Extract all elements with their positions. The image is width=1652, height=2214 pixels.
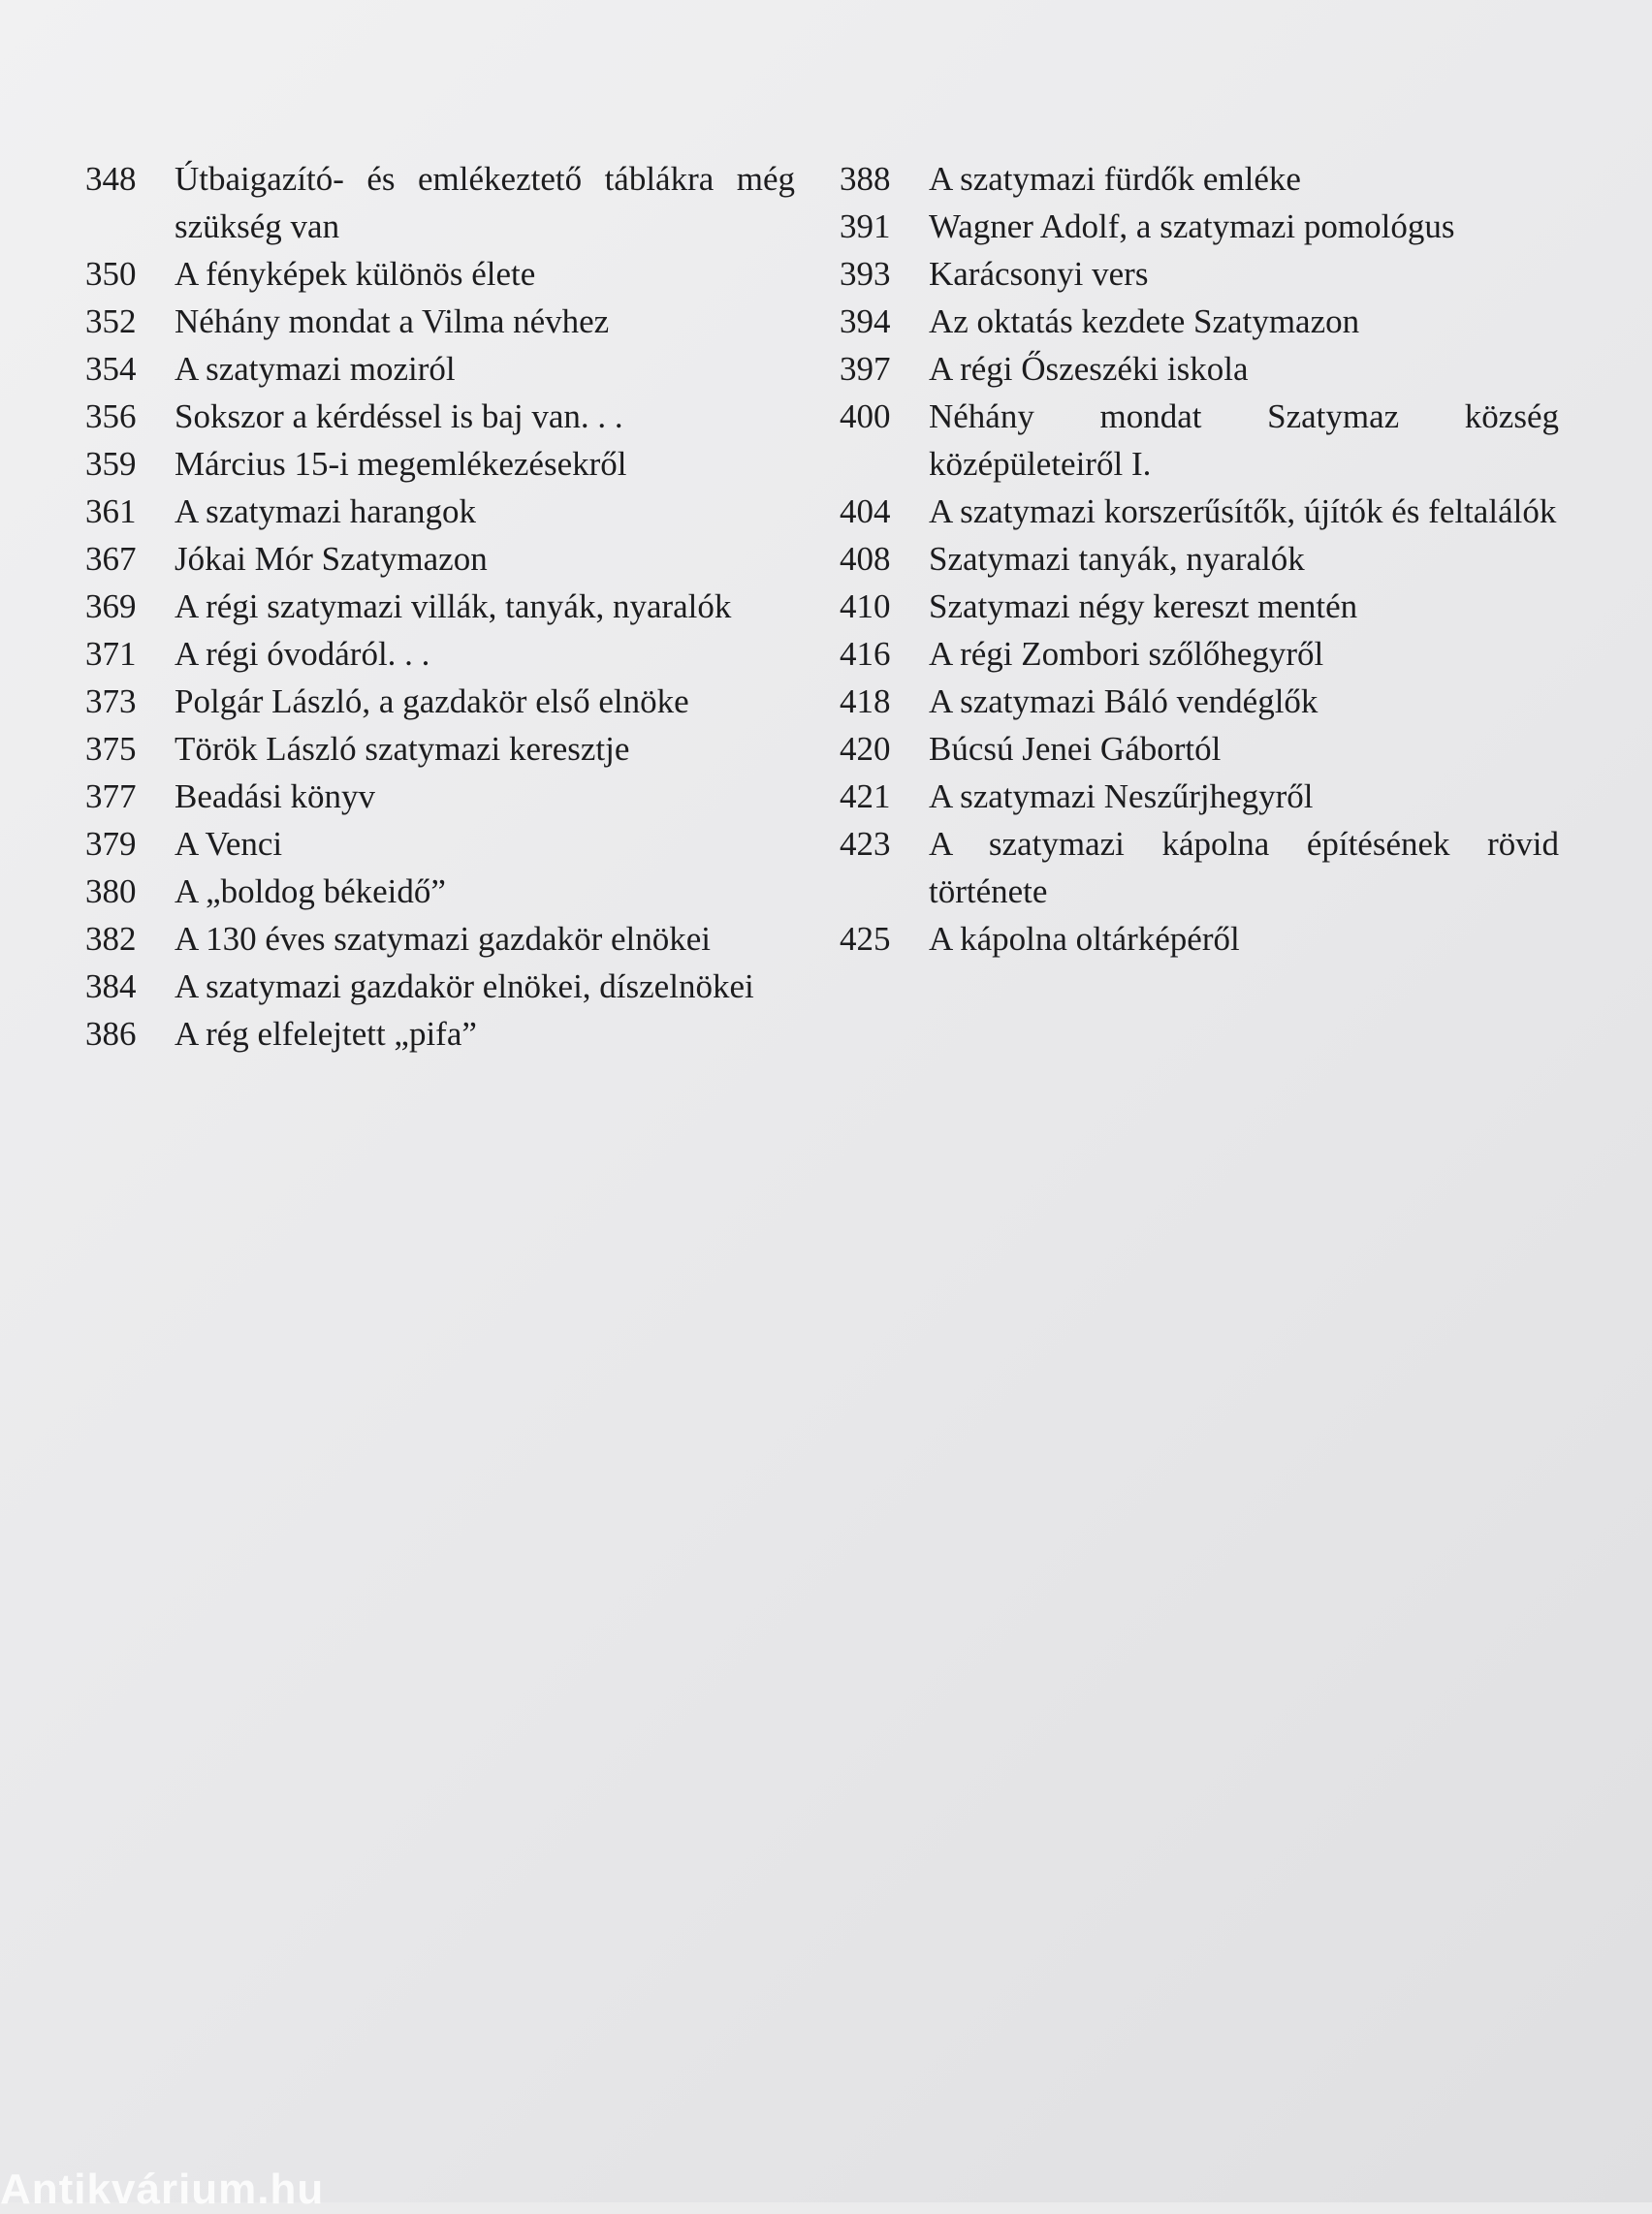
entry-title: Szatymazi tanyák, nyaralók: [929, 540, 1305, 578]
entry-title: Jókai Mór Szatymazon: [175, 540, 488, 578]
page-number: 369: [85, 587, 137, 625]
toc-entry: [840, 535, 1559, 583]
page-number: 391: [840, 207, 891, 245]
entry-title: A régi szatymazi villák, tanyák, nyaralók: [175, 587, 732, 625]
page-number: 354: [85, 350, 137, 388]
page-number: 418: [840, 682, 891, 720]
toc-entry: [85, 583, 795, 630]
toc-entry: [840, 725, 1559, 773]
entry-title: A szatymazi gazdakör elnökei, díszelnökei: [175, 967, 754, 1005]
toc-entry: [840, 250, 1559, 298]
page-number: 367: [85, 540, 137, 578]
page-number: 393: [840, 255, 891, 293]
page-number: 404: [840, 492, 891, 530]
page-number: 397: [840, 350, 891, 388]
entry-title: Karácsonyi vers: [929, 255, 1149, 293]
entry-title: A kápolna oltárképéről: [929, 920, 1240, 958]
toc-entry: [840, 203, 1559, 250]
toc-entry: [840, 583, 1559, 630]
page-number: 359: [85, 445, 137, 483]
entry-title: A fényképek különös élete: [175, 255, 536, 293]
toc-entry: [85, 440, 795, 488]
page-number: 421: [840, 777, 891, 815]
entry-title: A régi Zombori szőlőhegyről: [929, 635, 1324, 673]
toc-entry: [840, 915, 1559, 963]
entry-title: A szatymazi korszerűsítők, újítók és feltalálók: [929, 492, 1557, 530]
page-number: 423: [840, 825, 891, 863]
page-number: 380: [85, 872, 137, 910]
page-number: 408: [840, 540, 891, 578]
page-number: 350: [85, 255, 137, 293]
entry-title: Március 15-i megemlékezésekről: [175, 445, 627, 483]
page-number: 382: [85, 920, 137, 958]
toc-entry: [85, 963, 795, 1010]
toc-entry: [840, 393, 1559, 488]
entry-title: A szatymazi fürdők emléke: [929, 160, 1301, 198]
page-number: 348: [85, 160, 137, 198]
entry-title: Sokszor a kérdéssel is baj van. . .: [175, 397, 623, 435]
page-number: 420: [840, 730, 891, 768]
toc-entry: [840, 155, 1559, 203]
page-number: 352: [85, 302, 137, 340]
toc-entry: [840, 773, 1559, 820]
entry-title: A rég elfelejtett „pifa”: [175, 1015, 477, 1053]
entry-title: Az oktatás kezdete Szatymazon: [929, 302, 1360, 340]
toc-entry: [85, 535, 795, 583]
page-number: 361: [85, 492, 137, 530]
page-number: 371: [85, 635, 137, 673]
toc-entry: [85, 1010, 795, 1058]
entry-title: A régi Őszeszéki iskola: [929, 350, 1249, 388]
entry-title: Török László szatymazi keresztje: [175, 730, 630, 768]
page-number: 400: [840, 397, 891, 435]
toc-entry: [85, 820, 795, 868]
page-number: 375: [85, 730, 137, 768]
toc-entry: [840, 678, 1559, 725]
toc-column-right: [840, 155, 1559, 963]
entry-title: Útbaigazító- és emlékeztető táblákra még szükség van: [175, 160, 795, 245]
page-number: 377: [85, 777, 137, 815]
toc-entry: [85, 773, 795, 820]
page-number: 384: [85, 967, 137, 1005]
toc-entry: [85, 250, 795, 298]
page-number: 356: [85, 397, 137, 435]
entry-title: Wagner Adolf, a szatymazi pomológus: [929, 207, 1455, 245]
toc-entry: [840, 298, 1559, 345]
toc-entry: [85, 488, 795, 535]
page-number: 410: [840, 587, 891, 625]
entry-title: Búcsú Jenei Gábortól: [929, 730, 1222, 768]
toc-entry: [85, 725, 795, 773]
toc-entry: [85, 630, 795, 678]
toc-entry: [85, 678, 795, 725]
toc-entry: [85, 868, 795, 915]
entry-title: Beadási könyv: [175, 777, 376, 815]
entry-title: A szatymazi moziról: [175, 350, 456, 388]
entry-title: Néhány mondat Szatymaz község középületeiről I.: [929, 397, 1559, 483]
toc-entry: [85, 393, 795, 440]
page-number: 379: [85, 825, 137, 863]
page-number: 386: [85, 1015, 137, 1053]
entry-title: A régi óvodáról. . .: [175, 635, 430, 673]
toc-entry: [840, 630, 1559, 678]
entry-title: A szatymazi harangok: [175, 492, 477, 530]
entry-title: Polgár László, a gazdakör első elnöke: [175, 682, 689, 720]
toc-entry: [85, 298, 795, 345]
page-number: 425: [840, 920, 891, 958]
entry-title: A „boldog békeidő”: [175, 872, 446, 910]
toc-entry: [85, 915, 795, 963]
entry-title: A 130 éves szatymazi gazdakör elnökei: [175, 920, 711, 958]
page-number: 388: [840, 160, 891, 198]
page-number: 394: [840, 302, 891, 340]
toc-entry: [85, 155, 795, 250]
entry-title: Szatymazi négy kereszt mentén: [929, 587, 1358, 625]
toc-entry: [840, 345, 1559, 393]
entry-title: A szatymazi Neszűrjhegyről: [929, 777, 1314, 815]
page-number: 416: [840, 635, 891, 673]
watermark: Antikvárium.hu: [0, 2166, 325, 2213]
toc-entry: [840, 820, 1559, 915]
toc-entry: [840, 488, 1559, 535]
entry-title: A szatymazi kápolna építésének rövid története: [929, 825, 1559, 910]
toc-column-left: [85, 155, 795, 1058]
entry-title: Néhány mondat a Vilma névhez: [175, 302, 610, 340]
entry-title: A Venci: [175, 825, 283, 863]
page-number: 373: [85, 682, 137, 720]
toc-entry: [85, 345, 795, 393]
entry-title: A szatymazi Báló vendéglők: [929, 682, 1318, 720]
